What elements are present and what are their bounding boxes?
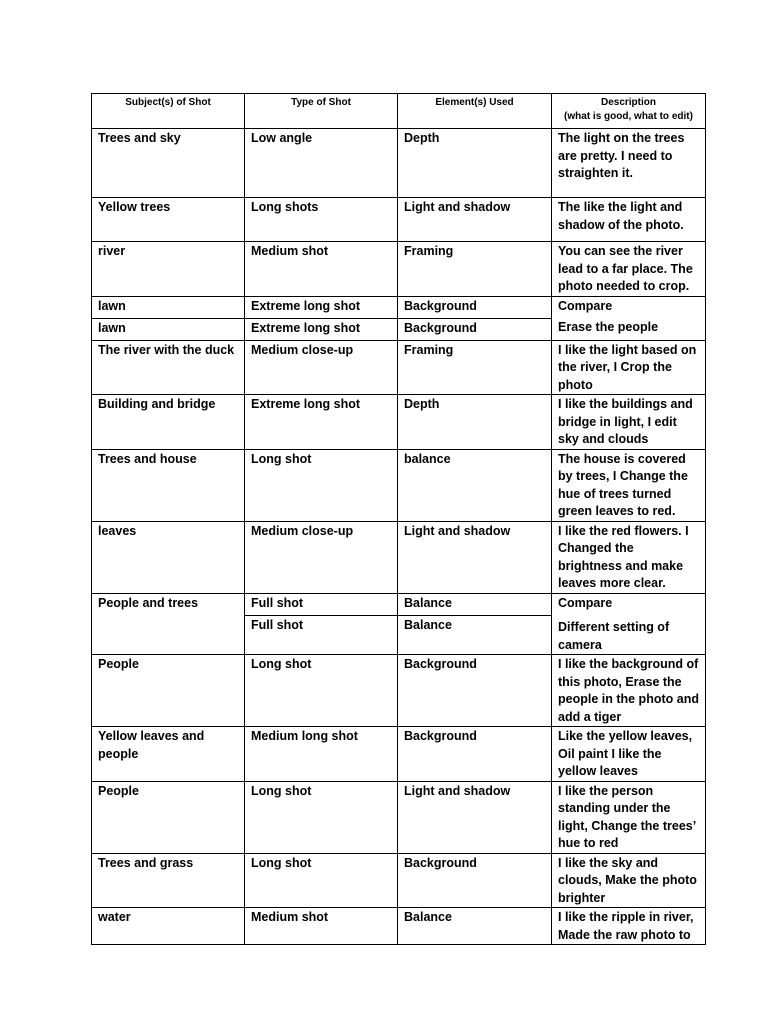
cell-description: I like the background of this photo, Erase the people in the photo and add a tiger bbox=[552, 655, 706, 727]
header-description-label: Description bbox=[600, 97, 656, 108]
cell-elements: Depth bbox=[398, 395, 552, 450]
table-row bbox=[92, 242, 706, 297]
cell-type: Long shot bbox=[245, 781, 398, 853]
table-row bbox=[92, 395, 706, 450]
cell-type: Full shot bbox=[245, 593, 398, 615]
header-subject: Subject(s) of Shot bbox=[92, 94, 245, 129]
cell-subject bbox=[92, 615, 245, 655]
cell-description: Different setting of camera bbox=[552, 615, 706, 655]
cell-description: I like the light based on the river, I Crop the photo bbox=[552, 340, 706, 395]
cell-elements: Background bbox=[398, 853, 552, 908]
header-elements: Element(s) Used bbox=[398, 94, 552, 129]
cell-subject: water bbox=[92, 908, 245, 945]
cell-type: Medium close-up bbox=[245, 340, 398, 395]
cell-elements: Depth bbox=[398, 129, 552, 198]
cell-description: Erase the people bbox=[552, 318, 706, 340]
cell-elements: Balance bbox=[398, 593, 552, 615]
table-header-row bbox=[92, 94, 706, 129]
cell-subject: Trees and sky bbox=[92, 129, 245, 198]
cell-subject: People and trees bbox=[92, 593, 245, 615]
cell-subject: People bbox=[92, 655, 245, 727]
cell-description: I like the sky and clouds, Make the photo brighter bbox=[552, 853, 706, 908]
cell-elements: balance bbox=[398, 449, 552, 521]
cell-elements: Background bbox=[398, 296, 552, 318]
table-row bbox=[92, 615, 706, 655]
cell-elements: Light and shadow bbox=[398, 521, 552, 593]
cell-type: Medium shot bbox=[245, 242, 398, 297]
cell-description: The house is covered by trees, I Change the hue of trees turned green leaves to red. bbox=[552, 449, 706, 521]
cell-subject: lawn bbox=[92, 318, 245, 340]
cell-elements: Framing bbox=[398, 340, 552, 395]
cell-type: Low angle bbox=[245, 129, 398, 198]
cell-elements: Background bbox=[398, 727, 552, 782]
header-description-sub: (what is good, what to edit) bbox=[564, 111, 693, 122]
shot-log-table bbox=[91, 93, 706, 945]
cell-subject: lawn bbox=[92, 296, 245, 318]
cell-description: You can see the river lead to a far place. The photo needed to crop. bbox=[552, 242, 706, 297]
table-row bbox=[92, 853, 706, 908]
cell-type: Extreme long shot bbox=[245, 395, 398, 450]
cell-subject: river bbox=[92, 242, 245, 297]
cell-elements: Framing bbox=[398, 242, 552, 297]
cell-type: Medium long shot bbox=[245, 727, 398, 782]
cell-type: Medium shot bbox=[245, 908, 398, 945]
cell-type: Long shot bbox=[245, 853, 398, 908]
table-row bbox=[92, 340, 706, 395]
cell-elements: Light and shadow bbox=[398, 198, 552, 242]
cell-type: Long shot bbox=[245, 449, 398, 521]
cell-elements: Balance bbox=[398, 908, 552, 945]
table-row bbox=[92, 449, 706, 521]
cell-description: I like the buildings and bridge in light, I edit sky and clouds bbox=[552, 395, 706, 450]
cell-subject: Building and bridge bbox=[92, 395, 245, 450]
table-row bbox=[92, 198, 706, 242]
cell-type: Long shot bbox=[245, 655, 398, 727]
cell-subject: Trees and grass bbox=[92, 853, 245, 908]
table-row bbox=[92, 318, 706, 340]
cell-subject: Yellow leaves and people bbox=[92, 727, 245, 782]
table-row bbox=[92, 129, 706, 198]
header-description bbox=[552, 94, 706, 129]
cell-type: Medium close-up bbox=[245, 521, 398, 593]
cell-description: I like the red flowers. I Changed the brightness and make leaves more clear. bbox=[552, 521, 706, 593]
table-row bbox=[92, 781, 706, 853]
cell-elements: Balance bbox=[398, 615, 552, 655]
cell-description: Compare bbox=[552, 296, 706, 318]
cell-subject: People bbox=[92, 781, 245, 853]
table-row bbox=[92, 521, 706, 593]
cell-subject: The river with the duck bbox=[92, 340, 245, 395]
cell-description: I like the ripple in river, Made the raw photo to bbox=[552, 908, 706, 945]
table-row bbox=[92, 655, 706, 727]
cell-elements: Light and shadow bbox=[398, 781, 552, 853]
cell-subject: Trees and house bbox=[92, 449, 245, 521]
cell-description: Compare bbox=[552, 593, 706, 615]
cell-type: Full shot bbox=[245, 615, 398, 655]
header-type: Type of Shot bbox=[245, 94, 398, 129]
cell-subject: Yellow trees bbox=[92, 198, 245, 242]
cell-description: Like the yellow leaves, Oil paint I like the yellow leaves bbox=[552, 727, 706, 782]
table-row bbox=[92, 593, 706, 615]
cell-description: The light on the trees are pretty. I need to straighten it. bbox=[552, 129, 706, 198]
table-row bbox=[92, 727, 706, 782]
cell-description: The like the light and shadow of the photo. bbox=[552, 198, 706, 242]
table-row bbox=[92, 908, 706, 945]
cell-subject: leaves bbox=[92, 521, 245, 593]
cell-description: I like the person standing under the light, Change the trees’ hue to red bbox=[552, 781, 706, 853]
cell-type: Extreme long shot bbox=[245, 318, 398, 340]
cell-elements: Background bbox=[398, 318, 552, 340]
cell-type: Long shots bbox=[245, 198, 398, 242]
cell-type: Extreme long shot bbox=[245, 296, 398, 318]
cell-elements: Background bbox=[398, 655, 552, 727]
table-row bbox=[92, 296, 706, 318]
